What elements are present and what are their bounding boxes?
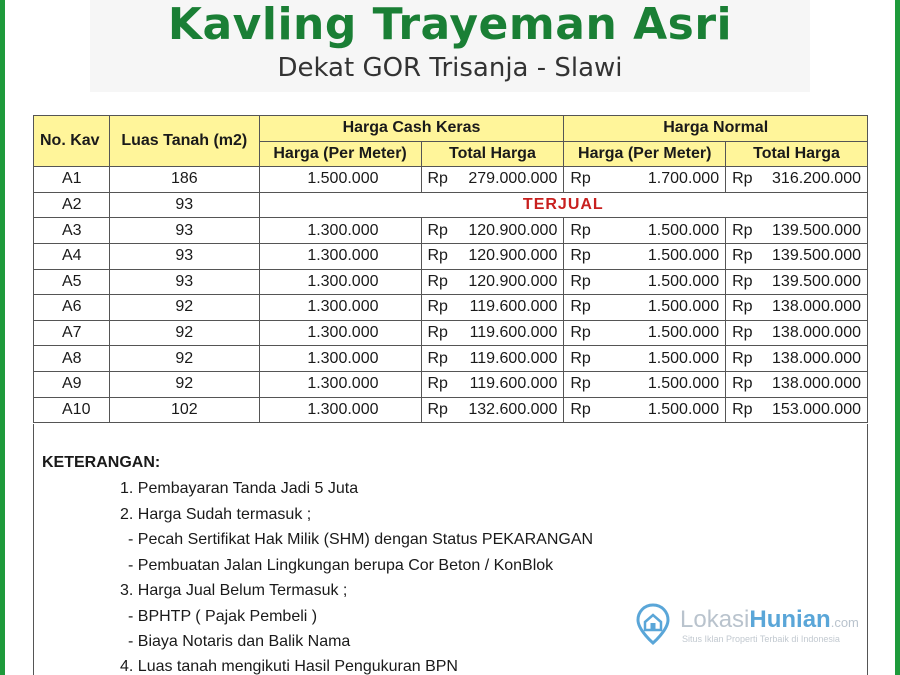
cell-normal-total (726, 346, 868, 372)
price-table-head (34, 116, 868, 167)
cell-luas-tanah: 93 (109, 243, 259, 269)
watermark-tagline: Situs Iklan Properti Terbaik di Indonesia (682, 634, 840, 644)
cell-luas-tanah: 92 (109, 346, 259, 372)
cell-normal-per-meter (564, 320, 726, 346)
page-subtitle: Dekat GOR Trisanja - Slawi (277, 53, 623, 83)
currency-label: Rp (732, 349, 753, 367)
cell-normal-per-meter (564, 243, 726, 269)
cell-no-kav: A7 (34, 320, 110, 346)
cell-no-kav: A9 (34, 371, 110, 397)
cell-luas-tanah: 92 (109, 371, 259, 397)
table-row (34, 167, 868, 193)
cell-cash-per-meter: 1.300.000 (259, 346, 421, 372)
currency-label: Rp (570, 324, 591, 342)
header-harga-normal: Harga Normal (564, 116, 868, 142)
cell-normal-total (726, 243, 868, 269)
amount-value: 139.500.000 (772, 221, 861, 239)
currency-label: Rp (732, 170, 753, 188)
currency-label: Rp (732, 324, 753, 342)
header-cash-total: Total Harga (421, 141, 564, 167)
cell-normal-total (726, 371, 868, 397)
amount-value: 139.500.000 (772, 247, 861, 265)
currency-label: Rp (732, 247, 753, 265)
cell-luas-tanah: 93 (109, 269, 259, 295)
header-no-kav: No. Kav (34, 116, 110, 167)
header-harga-cash-keras: Harga Cash Keras (259, 116, 564, 142)
cell-cash-total (421, 397, 564, 423)
cell-no-kav: A8 (34, 346, 110, 372)
cell-luas-tanah: 93 (109, 218, 259, 244)
cell-no-kav: A3 (34, 218, 110, 244)
cell-cash-total (421, 346, 564, 372)
cell-cash-total (421, 295, 564, 321)
cell-no-kav: A6 (34, 295, 110, 321)
cell-cash-total (421, 167, 564, 193)
header-banner (90, 0, 810, 92)
cell-cash-per-meter: 1.300.000 (259, 243, 421, 269)
table-row (34, 243, 868, 269)
table-row (34, 346, 868, 372)
amount-value: 1.500.000 (647, 272, 720, 290)
cell-cash-total (421, 243, 564, 269)
left-border (0, 0, 5, 675)
page-title: Kavling Trayeman Asri (167, 0, 733, 50)
amount-value: 119.600.000 (469, 324, 558, 342)
currency-label: Rp (427, 349, 448, 367)
currency-label: Rp (427, 247, 448, 265)
cell-normal-total (726, 167, 868, 193)
table-row (34, 320, 868, 346)
amount-value: 138.000.000 (772, 298, 861, 316)
cell-luas-tanah: 92 (109, 295, 259, 321)
currency-label: Rp (570, 221, 591, 239)
header-luas-tanah: Luas Tanah (m2) (109, 116, 259, 167)
cell-normal-per-meter (564, 269, 726, 295)
table-row (34, 218, 868, 244)
currency-label: Rp (732, 400, 753, 418)
currency-label: Rp (570, 375, 591, 393)
cell-cash-per-meter: 1.300.000 (259, 320, 421, 346)
amount-value: 120.900.000 (468, 221, 558, 239)
sold-status: TERJUAL (259, 192, 867, 218)
note-item: 3. Harga Jual Belum Termasuk ; (120, 582, 348, 599)
cell-luas-tanah: 92 (109, 320, 259, 346)
header-normal-per-meter: Harga (Per Meter) (564, 141, 726, 167)
table-row (34, 269, 868, 295)
currency-label: Rp (732, 221, 753, 239)
amount-value: 1.500.000 (647, 298, 720, 316)
currency-label: Rp (427, 272, 448, 290)
currency-label: Rp (570, 272, 591, 290)
cell-normal-per-meter (564, 218, 726, 244)
amount-value: 119.600.000 (469, 375, 558, 393)
currency-label: Rp (427, 400, 448, 418)
note-item: 1. Pembayaran Tanda Jadi 5 Juta (120, 480, 359, 497)
table-row (34, 192, 868, 218)
watermark-brand-bold: Hunian (749, 606, 831, 633)
cell-normal-per-meter (564, 346, 726, 372)
amount-value: 132.600.000 (468, 400, 558, 418)
cell-normal-per-meter (564, 295, 726, 321)
amount-value: 138.000.000 (772, 349, 861, 367)
cell-normal-total (726, 295, 868, 321)
currency-label: Rp (570, 247, 591, 265)
cell-cash-per-meter: 1.300.000 (259, 295, 421, 321)
currency-label: Rp (427, 221, 448, 239)
cell-cash-per-meter: 1.300.000 (259, 371, 421, 397)
currency-label: Rp (427, 170, 448, 188)
table-row (34, 371, 868, 397)
currency-label: Rp (427, 324, 448, 342)
watermark-brand-suffix: .com (830, 615, 859, 630)
cell-no-kav: A1 (34, 167, 110, 193)
amount-value: 119.600.000 (469, 298, 558, 316)
currency-label: Rp (427, 298, 448, 316)
cell-no-kav: A4 (34, 243, 110, 269)
cell-normal-total (726, 397, 868, 423)
price-table (33, 115, 868, 423)
currency-label: Rp (427, 375, 448, 393)
amount-value: 153.000.000 (772, 400, 861, 418)
currency-label: Rp (732, 375, 753, 393)
note-item: - Pecah Sertifikat Hak Milik (SHM) dengan Status PEKARANGAN (128, 531, 594, 548)
amount-value: 279.000.000 (468, 170, 558, 188)
currency-label: Rp (570, 400, 591, 418)
amount-value: 120.900.000 (468, 247, 558, 265)
watermark-brand (680, 606, 859, 634)
currency-label: Rp (570, 349, 591, 367)
right-border (895, 0, 900, 675)
cell-cash-total (421, 269, 564, 295)
amount-value: 1.500.000 (647, 247, 720, 265)
cell-cash-per-meter: 1.300.000 (259, 397, 421, 423)
lokasihunian-watermark (636, 603, 866, 649)
house-pin-icon (636, 603, 670, 645)
cell-normal-total (726, 218, 868, 244)
amount-value: 1.500.000 (647, 349, 720, 367)
amount-value: 119.600.000 (469, 349, 558, 367)
amount-value: 120.900.000 (468, 272, 558, 290)
cell-normal-per-meter (564, 397, 726, 423)
cell-cash-per-meter: 1.300.000 (259, 269, 421, 295)
amount-value: 1.500.000 (647, 221, 720, 239)
amount-value: 138.000.000 (772, 375, 861, 393)
cell-normal-total (726, 320, 868, 346)
watermark-brand-light: Lokasi (680, 606, 750, 633)
note-item: - Pembuatan Jalan Lingkungan berupa Cor Beton / KonBlok (128, 557, 554, 574)
cell-no-kav: A5 (34, 269, 110, 295)
cell-luas-tanah: 102 (109, 397, 259, 423)
note-item: - Biaya Notaris dan Balik Nama (128, 633, 351, 650)
amount-value: 1.700.000 (647, 170, 720, 188)
header-cash-per-meter: Harga (Per Meter) (259, 141, 421, 167)
amount-value: 316.200.000 (772, 170, 861, 188)
cell-cash-total (421, 320, 564, 346)
cell-normal-total (726, 269, 868, 295)
cell-cash-per-meter: 1.500.000 (259, 167, 421, 193)
amount-value: 139.500.000 (772, 272, 861, 290)
cell-no-kav: A10 (34, 397, 110, 423)
cell-cash-per-meter: 1.300.000 (259, 218, 421, 244)
cell-normal-per-meter (564, 371, 726, 397)
currency-label: Rp (570, 170, 591, 188)
cell-luas-tanah: 93 (109, 192, 259, 218)
table-row (34, 397, 868, 423)
cell-cash-total (421, 218, 564, 244)
amount-value: 1.500.000 (647, 324, 720, 342)
amount-value: 1.500.000 (647, 400, 720, 418)
notes-title: KETERANGAN: (42, 454, 161, 471)
price-table-body (34, 167, 868, 423)
cell-no-kav: A2 (34, 192, 110, 218)
table-row (34, 295, 868, 321)
note-item: 4. Luas tanah mengikuti Hasil Pengukuran BPN (120, 658, 458, 675)
currency-label: Rp (732, 298, 753, 316)
currency-label: Rp (732, 272, 753, 290)
note-item: - BPHTP ( Pajak Pembeli ) (128, 608, 318, 625)
header-normal-total: Total Harga (726, 141, 868, 167)
currency-label: Rp (570, 298, 591, 316)
cell-luas-tanah: 186 (109, 167, 259, 193)
cell-normal-per-meter (564, 167, 726, 193)
amount-value: 1.500.000 (647, 375, 720, 393)
amount-value: 138.000.000 (772, 324, 861, 342)
cell-cash-total (421, 371, 564, 397)
note-item: 2. Harga Sudah termasuk ; (120, 506, 312, 523)
